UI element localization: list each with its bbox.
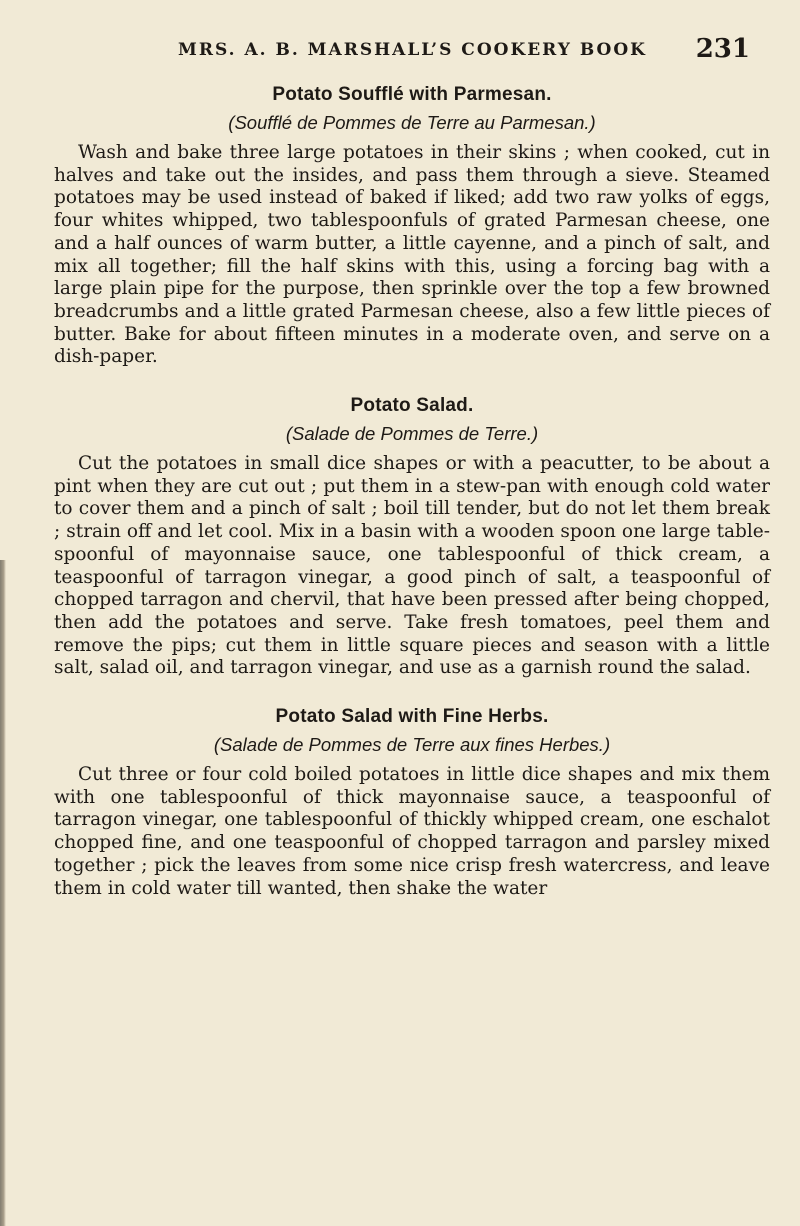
recipe-subtitle: (Soufflé de Pommes de Terre au Parmesan.) bbox=[228, 112, 596, 133]
recipe-subtitle: (Salade de Pommes de Terre.) bbox=[285, 423, 539, 445]
page-number: 231 bbox=[695, 34, 750, 64]
recipe-title: Potato Salad with Fine Herbs. bbox=[275, 706, 549, 728]
running-title: MRS. A. B. MARSHALL’S COOKERY BOOK bbox=[178, 40, 647, 60]
recipe-potato-salad-fine-herbs bbox=[54, 706, 770, 900]
recipe-potato-salad bbox=[54, 395, 770, 680]
page-body bbox=[54, 84, 770, 900]
recipe-title: Potato Soufflé with Parmesan. bbox=[272, 84, 552, 105]
running-header bbox=[178, 34, 750, 64]
recipe-potato-souffle bbox=[54, 84, 770, 369]
recipe-title: Potato Salad. bbox=[350, 395, 474, 417]
recipe-body: Cut the potatoes in small dice shapes or with a peacutter, to be about a pint when they are cut out ; put them in a stew-pan with enough cold water to cover them and a pinch of salt ; boil till tender, but do not let them break ; strain off and let cool. Mix in a basin with a wooden spoon one large table-spoonful of mayonnaise sauce, one tablespoonful of thick cream, a teaspoonful of tarragon vinegar, a good pinch of salt, a teaspoonful of chopped tarragon and chervil, that have been pressed after being chopped, then add the potatoes and serve. Take fresh tomatoes, peel them and remove the pips; cut them in little square pieces and season with a little salt, salad oil, and tarragon vinegar, and use as a garnish round the salad. bbox=[54, 453, 770, 679]
recipe-body: Wash and bake three large potatoes in their skins ; when cooked, cut in halves and take out the insides, and pass them through a sieve. Steamed potatoes may be used instead of baked if liked; add two raw yolks of eggs, four whites whipped, two tablespoonfuls of grated Parmesan cheese, one and a half ounces of warm butter, a little cayenne, and a pinch of salt, and mix all together; fill the half skins with this, using a forcing bag with a large plain pipe for the purpose, then sprinkle over the top a few browned breadcrumbs and a little grated Parmesan cheese, also a few little pieces of butter. Bake for about fifteen minutes in a moderate oven, and serve on a dish-paper. bbox=[54, 142, 770, 368]
page-edge-shadow bbox=[0, 560, 6, 1226]
recipe-subtitle: (Salade de Pommes de Terre aux fines Herbes.) bbox=[213, 734, 611, 756]
recipe-body: Cut three or four cold boiled potatoes in little dice shapes and mix them with one tablespoonful of thick mayonnaise sauce, a teaspoonful of tarragon vinegar, one tablespoonful of thickly whipped cream, one eschalot chopped fine, and one teaspoonful of chopped tarragon and parsley mixed together ; pick the leaves from some nice crisp fresh watercress, and leave them in cold water till wanted, then shake the water bbox=[54, 764, 770, 899]
